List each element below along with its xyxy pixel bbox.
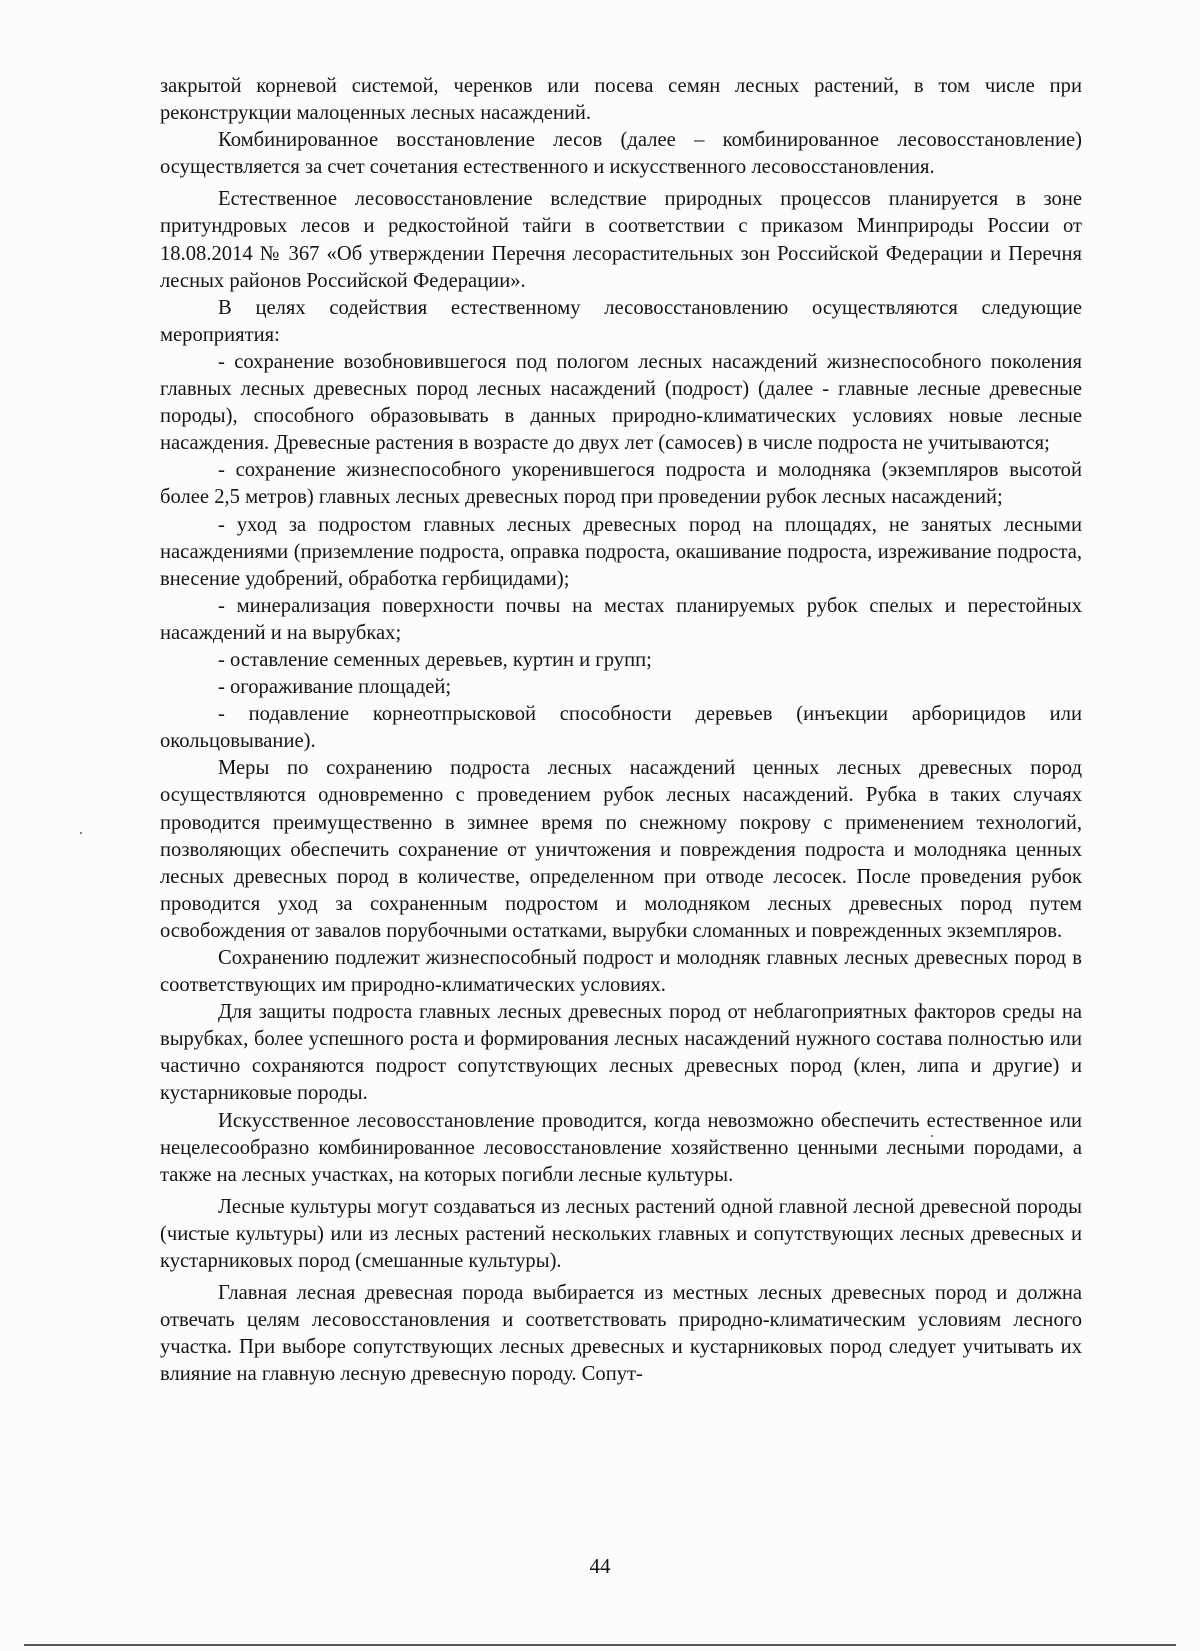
paragraph-preservation-subject: Сохранению подлежит жизнеспособный подрост и молодняк главных лесных древесных пород в соответствующих им природно-климатических условиях.: [160, 947, 1082, 997]
paragraph-undergrowth-measures: Меры по сохранению подроста лесных насаждений ценных лесных древесных пород осуществляются одновременно с проведением рубок лесных насаждений. Рубка в таких случаях проводится преимущественно в зимнее время по снежному покрову с применением технологий, позволяющих обеспечить сохранение от уничтожения и повреждения подроста и молодняка ценных лесных древесных пород в количестве, определенном при отводе лесосек. После проведения рубок проводится уход за сохраненным подростом и молодняком лесных древесных пород путем освобождения от завалов порубочными остатками, вырубки сломанных и поврежденных экземпляров.: [160, 757, 1082, 942]
paragraph-undergrowth-protection: Для защиты подроста главных лесных древесных пород от неблагоприятных факторов среды на вырубках, более успешного роста и формирования лесных насаждений нужного состава полностью или частично сохраняются подрост сопутствующих лесных древесных пород (клен, липа и другие) и кустарниковые породы.: [160, 1001, 1082, 1105]
paragraph-artificial-restoration: Искусственное лесовосстановление проводится, когда невозможно обеспечить естественное или нецелесообразно комбинированное лесовосстановление хозяйственно ценными лесными породами, а также на лесных участках, на которых погибли лесные культуры.: [160, 1109, 1082, 1186]
paragraph-main-species: Главная лесная древесная порода выбирается из местных лесных древесных пород и должна отвечать целям лесовосстановления и соответствовать природно-климатическим условиям лесного участка. При выборе сопутствующих лесных древесных и кустарниковых пород следует учитывать их влияние на главную лесную древесную породу. Сопут-: [160, 1282, 1082, 1386]
scan-speck: [80, 832, 82, 834]
paragraph-continuation: закрытой корневой системой, черенков или посева семян лесных растений, в том числе при реконструкции малоценных лесных насаждений.: [160, 75, 1082, 125]
list-item-undergrowth-care: - уход за подростом главных лесных древесных пород на площадях, не занятых лесными насаждениями (приземление подроста, оправка подроста, окашивание подроста, изреживание подроста, внесение удобрений, обработка гербицидами);: [160, 513, 1082, 590]
paragraph-combined-restoration: Комбинированное восстановление лесов (далее – комбинированное лесовосстановление) осуществляется за счет сочетания естественного и искусственного лесовосстановления.: [160, 129, 1082, 179]
page-number: 44: [589, 1554, 611, 1578]
paragraph-natural-restoration: Естественное лесовосстановление вследствие природных процессов планируется в зоне притундровых лесов и редкостойной тайги в соответствии с приказом Минприроды России от 18.08.2014 № 367 «Об утверждении Перечня лесорастительных зон Российской Федерации и Перечня лесных районов Российской Федерации».: [160, 188, 1082, 292]
list-item-young-growth-preservation: - сохранение жизнеспособного укоренившегося подроста и молодняка (экземпляров высотой более 2,5 метров) главных лесных древесных пород при проведении рубок лесных насаждений;: [160, 459, 1082, 509]
list-item-seed-trees: - оставление семенных деревьев, куртин и групп;: [218, 648, 652, 671]
body-text: [160, 73, 1082, 1389]
paragraph-measures-intro: В целях содействия естественному лесовосстановлению осуществляются следующие мероприятия:: [160, 296, 1082, 346]
scan-speck: [931, 1135, 933, 1137]
list-item-root-suppression: - подавление корнеотпрысковой способности деревьев (инъекции арборицидов или окольцовывание).: [160, 703, 1082, 753]
list-item-soil-mineralization: - минерализация поверхности почвы на местах планируемых рубок спелых и перестойных насаждений и на вырубках;: [160, 594, 1082, 644]
list-item-undergrowth-preservation: - сохранение возобновившегося под пологом лесных насаждений жизнеспособного поколения главных лесных древесных пород лесных насаждений (подрост) (далее - главные лесные древесные породы), способного образовывать в данных природно-климатических условиях новые лесные насаждения. Древесные растения в возрасте до двух лет (самосев) в числе подроста не учитываются;: [160, 350, 1082, 455]
paragraph-forest-cultures: Лесные культуры могут создаваться из лесных растений одной главной лесной древесной породы (чистые культуры) или из лесных растений нескольких главных и сопутствующих лесных древесных и кустарниковых пород (смешанные культуры).: [160, 1195, 1082, 1273]
scan-bottom-edge: [24, 1644, 1176, 1646]
list-item-fencing: - огораживание площадей;: [218, 676, 452, 699]
